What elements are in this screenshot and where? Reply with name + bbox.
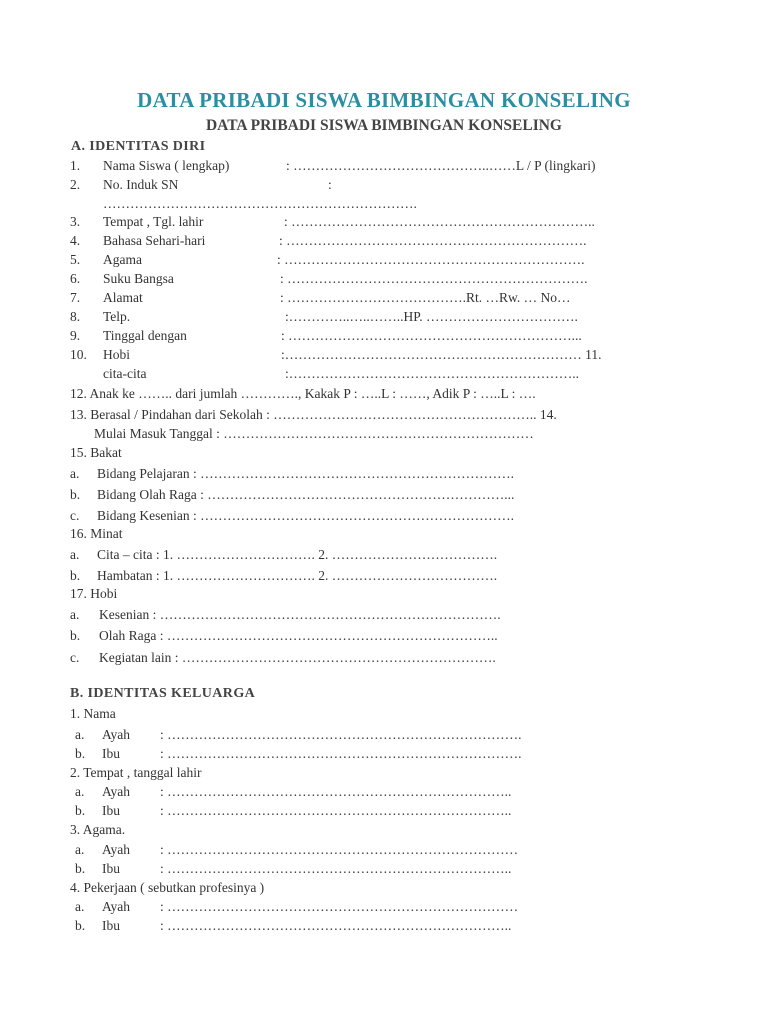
- row-value: :: [328, 177, 332, 192]
- row-number: 10.: [70, 347, 87, 362]
- row-label: Agama: [103, 252, 142, 267]
- item-text: Kegiatan lain : …………………………………………………………….: [99, 650, 496, 665]
- family-value: : …………………………………………………………………..: [160, 784, 512, 799]
- item-text: Bidang Pelajaran : …………………………………………………………….: [97, 466, 514, 481]
- row-label: No. Induk SN: [103, 177, 179, 192]
- item-letter: b.: [75, 803, 86, 818]
- family-label: Ayah: [102, 784, 131, 799]
- item-letter: c.: [70, 650, 80, 665]
- row-label: Suku Bangsa: [103, 271, 174, 286]
- family-label: Ibu: [102, 861, 120, 876]
- item-letter: a.: [70, 466, 80, 481]
- item-letter: a.: [75, 727, 85, 742]
- hobby-heading: 17. Hobi: [70, 586, 118, 601]
- family-value: : ……………………………………………………………………: [160, 842, 519, 857]
- section-b-heading: B. IDENTITAS KELUARGA: [70, 686, 256, 701]
- previous-school-line: 13. Berasal / Pindahan dari Sekolah : ………………………………………………….. 14.: [70, 407, 557, 422]
- item-text: Bidang Olah Raga : …………………………………………………………...: [97, 487, 515, 502]
- item-letter: a.: [75, 842, 85, 857]
- family-label: Ibu: [102, 918, 120, 933]
- item-text: Olah Raga : ………………………………………………………………..: [99, 628, 498, 643]
- item-letter: a.: [75, 899, 85, 914]
- talent-heading: 15. Bakat: [70, 445, 122, 460]
- row-value: : ………………………………………………………….: [277, 252, 585, 267]
- row-value: : ………………………………….Rt. …Rw. … No…: [280, 290, 571, 305]
- item-letter: a.: [70, 547, 80, 562]
- row-label: Nama Siswa ( lengkap): [103, 158, 230, 173]
- row-value: …………………………………………………………….: [103, 196, 417, 211]
- family-group-heading: 3. Agama.: [70, 822, 126, 837]
- item-letter: c.: [70, 508, 80, 523]
- row-label: Alamat: [103, 290, 143, 305]
- item-text: Kesenian : ………………………………………………………………….: [99, 607, 501, 622]
- item-letter: a.: [75, 784, 85, 799]
- family-value: : …………………………………………………………………..: [160, 803, 512, 818]
- row-number: 3.: [70, 214, 81, 229]
- item-letter: b.: [75, 861, 86, 876]
- family-value: : …………………………………………………………………..: [160, 861, 512, 876]
- row-value: : ………………………………………………………….: [280, 271, 588, 286]
- interest-heading: 16. Minat: [70, 526, 123, 541]
- row-value: : ………………………………………………………….: [279, 233, 587, 248]
- family-label: Ayah: [102, 899, 131, 914]
- row-value: : ………………………………………………………...: [281, 328, 582, 343]
- family-value: : …………………………………………………………………..: [160, 918, 512, 933]
- family-group-heading: 4. Pekerjaan ( sebutkan profesinya ): [70, 880, 265, 895]
- siblings-line: 12. Anak ke …….. dari jumlah …………., Kakak P : …..L : ……, Adik P : …..L : ….: [70, 386, 536, 401]
- family-group-heading: 1. Nama: [70, 706, 116, 721]
- row-label: Tinggal dengan: [103, 328, 187, 343]
- row-number: 5.: [70, 252, 81, 267]
- family-label: Ayah: [102, 842, 131, 857]
- family-label: Ayah: [102, 727, 131, 742]
- family-value: : ……………………………………………………………………: [160, 899, 519, 914]
- item-letter: b.: [70, 568, 81, 583]
- row-number: 9.: [70, 328, 81, 343]
- section-a-heading: A. IDENTITAS DIRI: [71, 139, 206, 154]
- item-letter: a.: [70, 607, 80, 622]
- family-label: Ibu: [102, 803, 120, 818]
- item-letter: b.: [70, 628, 81, 643]
- item-text: Hambatan : 1. …………………………. 2. ……………………………….: [97, 568, 498, 583]
- item-letter: b.: [70, 487, 81, 502]
- row-number: 2.: [70, 177, 81, 192]
- item-letter: b.: [75, 746, 86, 761]
- page-subtitle: DATA PRIBADI SISWA BIMBINGAN KONSELING: [205, 117, 562, 134]
- family-value: : …………………………………………………………………….: [160, 727, 522, 742]
- item-text: Bidang Kesenian : …………………………………………………………….: [97, 508, 514, 523]
- row-label: Telp.: [103, 309, 131, 324]
- row-value: :…………..…..……..HP. …………………………….: [285, 309, 578, 324]
- family-value: : …………………………………………………………………….: [160, 746, 522, 761]
- row-label: Bahasa Sehari-hari: [103, 233, 206, 248]
- row-value: :………………………………………………………… 11.: [281, 347, 602, 362]
- page-title: DATA PRIBADI SISWA BIMBINGAN KONSELING: [137, 88, 631, 112]
- item-letter: b.: [75, 918, 86, 933]
- entry-date-line: Mulai Masuk Tanggal : ……………………………………………………………: [94, 426, 534, 441]
- row-value: : …………………………………………………………..: [284, 214, 595, 229]
- row-label: Hobi: [103, 347, 130, 362]
- row-value: : ……………………………………..……L / P (lingkari): [286, 158, 596, 173]
- row-label: Tempat , Tgl. lahir: [103, 214, 204, 229]
- family-label: Ibu: [102, 746, 120, 761]
- row-number: 7.: [70, 290, 81, 305]
- item-text: Cita – cita : 1. …………………………. 2. ……………………………….: [97, 547, 498, 562]
- row-number: 6.: [70, 271, 81, 286]
- row-value: :………………………………………………………..: [285, 366, 580, 381]
- family-group-heading: 2. Tempat , tanggal lahir: [70, 765, 202, 780]
- row-number: 4.: [70, 233, 81, 248]
- row-number: 8.: [70, 309, 81, 324]
- row-label: cita-cita: [103, 366, 147, 381]
- row-number: 1.: [70, 158, 81, 173]
